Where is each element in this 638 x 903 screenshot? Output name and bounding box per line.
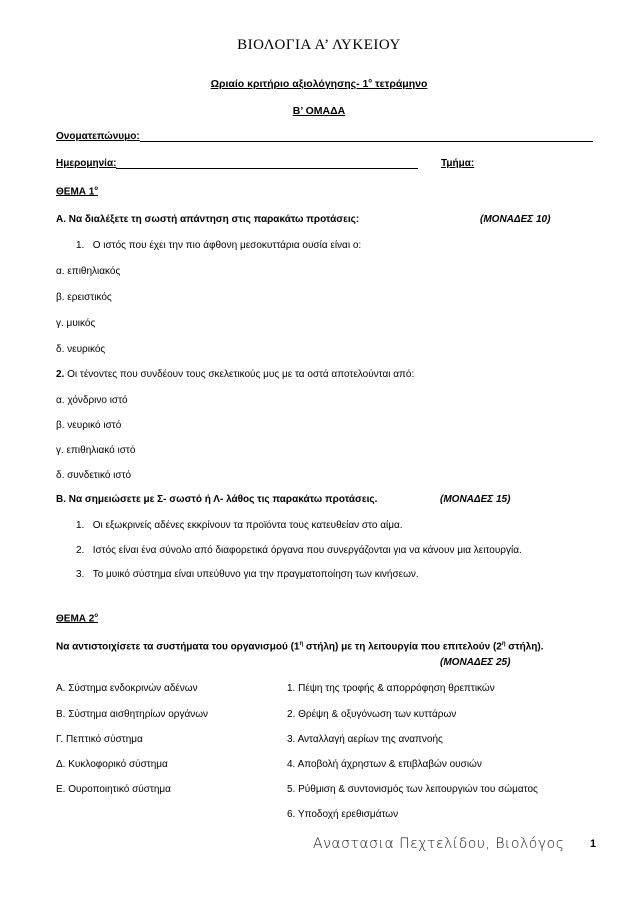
left-item-d: Δ. Κυκλοφορικό σύστημα [56,759,168,770]
theme1-partB-marks: (ΜΟΝΑΔΕΣ 15) [440,494,511,505]
name-field-row [56,131,593,142]
theme1-partB-instruction: Β. Να σημειώσετε με Σ- σωστό ή Λ- λάθος τις παρακάτω προτάσεις. [56,494,378,505]
right-item-3: 3. Ανταλλαγή αερίων της αναπνοής [287,734,443,745]
statement-2: 2. Ιστός είναι ένα σύνολο από διαφορετικά όργανα που συνεργάζονται για να κάνουν μια λειτουργία. [76,545,522,556]
name-label: Ονοματεπώνυμο: [56,131,140,142]
date-label: Ημερομηνία: [56,158,117,169]
q2-option-c: γ. επιθηλιακό ιστό [56,445,136,456]
right-item-4: 4. Αποβολή άχρηστων & επιβλαβών ουσιών [287,759,482,770]
date-field-row [56,158,418,169]
q2-option-a: α. χόνδρινο ιστό [56,395,128,406]
q2-option-d: δ. συνδετικό ιστό [56,470,132,481]
q1-option-a: α. επιθηλιακός [56,266,121,277]
left-item-a: Α. Σύστημα ενδοκρινών αδένων [56,683,198,694]
left-item-c: Γ. Πεπτικό σύστημα [56,734,143,745]
right-item-1: 1. Πέψη της τροφής & απορρόφηση θρεπτικών [287,683,495,694]
document-title: ΒΙΟΛΟΓΙΑ Α’ ΛΥΚΕΙΟΥ [237,37,401,53]
theme2-heading: ΘΕΜΑ $2^o$ [56,613,99,625]
exam-group: Β’ ΟΜΑΔΑ [292,105,346,117]
right-item-5: 5. Ρύθμιση & συντονισμός των λειτουργιών του σώματος [287,784,538,795]
question-2: 2. Οι τένοντες που συνδέουν τους σκελετικούς μυς με τα οστά αποτελούνται από: [56,369,415,380]
statement-3: 3. Το μυικό σύστημα είναι υπεύθυνο για την πραγματοποίηση των κινήσεων. [76,569,419,580]
name-blank-line [140,131,593,142]
right-item-2: 2. Θρέψη & οξυγόνωση των κυττάρων [287,709,457,720]
q1-option-d: δ. νευρικός [56,344,106,355]
theme2-marks: (ΜΟΝΑΔΕΣ 25) [440,657,511,668]
theme1-heading: ΘΕΜΑ $1^o$ [56,186,99,198]
theme1-partA-instruction: Α. Να διαλέξετε τη σωστή απάντηση στις παρακάτω προτάσεις: [56,214,360,225]
q1-option-c: γ. μυικός [56,318,96,329]
q1-option-b: β. ερειστικός [56,292,112,303]
statement-1: 1. Οι εξωκρινείς αδένες εκκρίνουν τα προϊόντα τους κατευθείαν στο αίμα. [76,520,403,531]
q2-option-b: β. νευρικό ιστό [56,420,122,431]
footer-author: Αναστασια Πεχτελίδου, Βιολόγος [313,836,565,852]
left-item-b: Β. Σύστημα αισθητηρίων οργάνων [56,709,209,720]
theme2-instruction: Να αντιστοιχίσετε τα συστήματα του οργανισμού ($1^\eta$ στήλη) με τη λειτουργία που επιτελούν ($2^\eta$ στήλη). [56,641,544,653]
left-item-e: Ε. Ουροποιητικό σύστημα [56,784,171,795]
date-blank-line [116,158,418,169]
question-1: 1. Ο ιστός που έχει την πιο άφθονη μεσοκυττάρια ουσία είναι ο: [76,240,362,251]
class-label: Τμήμα: [441,158,475,169]
right-item-6: 6. Υποδοχή ερεθισμάτων [287,809,399,820]
exam-subtitle: Ωριαίο κριτήριο αξιολόγησης- $1^o$ τετράμηνο [210,78,428,90]
theme1-partA-marks: (ΜΟΝΑΔΕΣ 10) [480,214,551,225]
page-number: 1 [590,838,597,850]
